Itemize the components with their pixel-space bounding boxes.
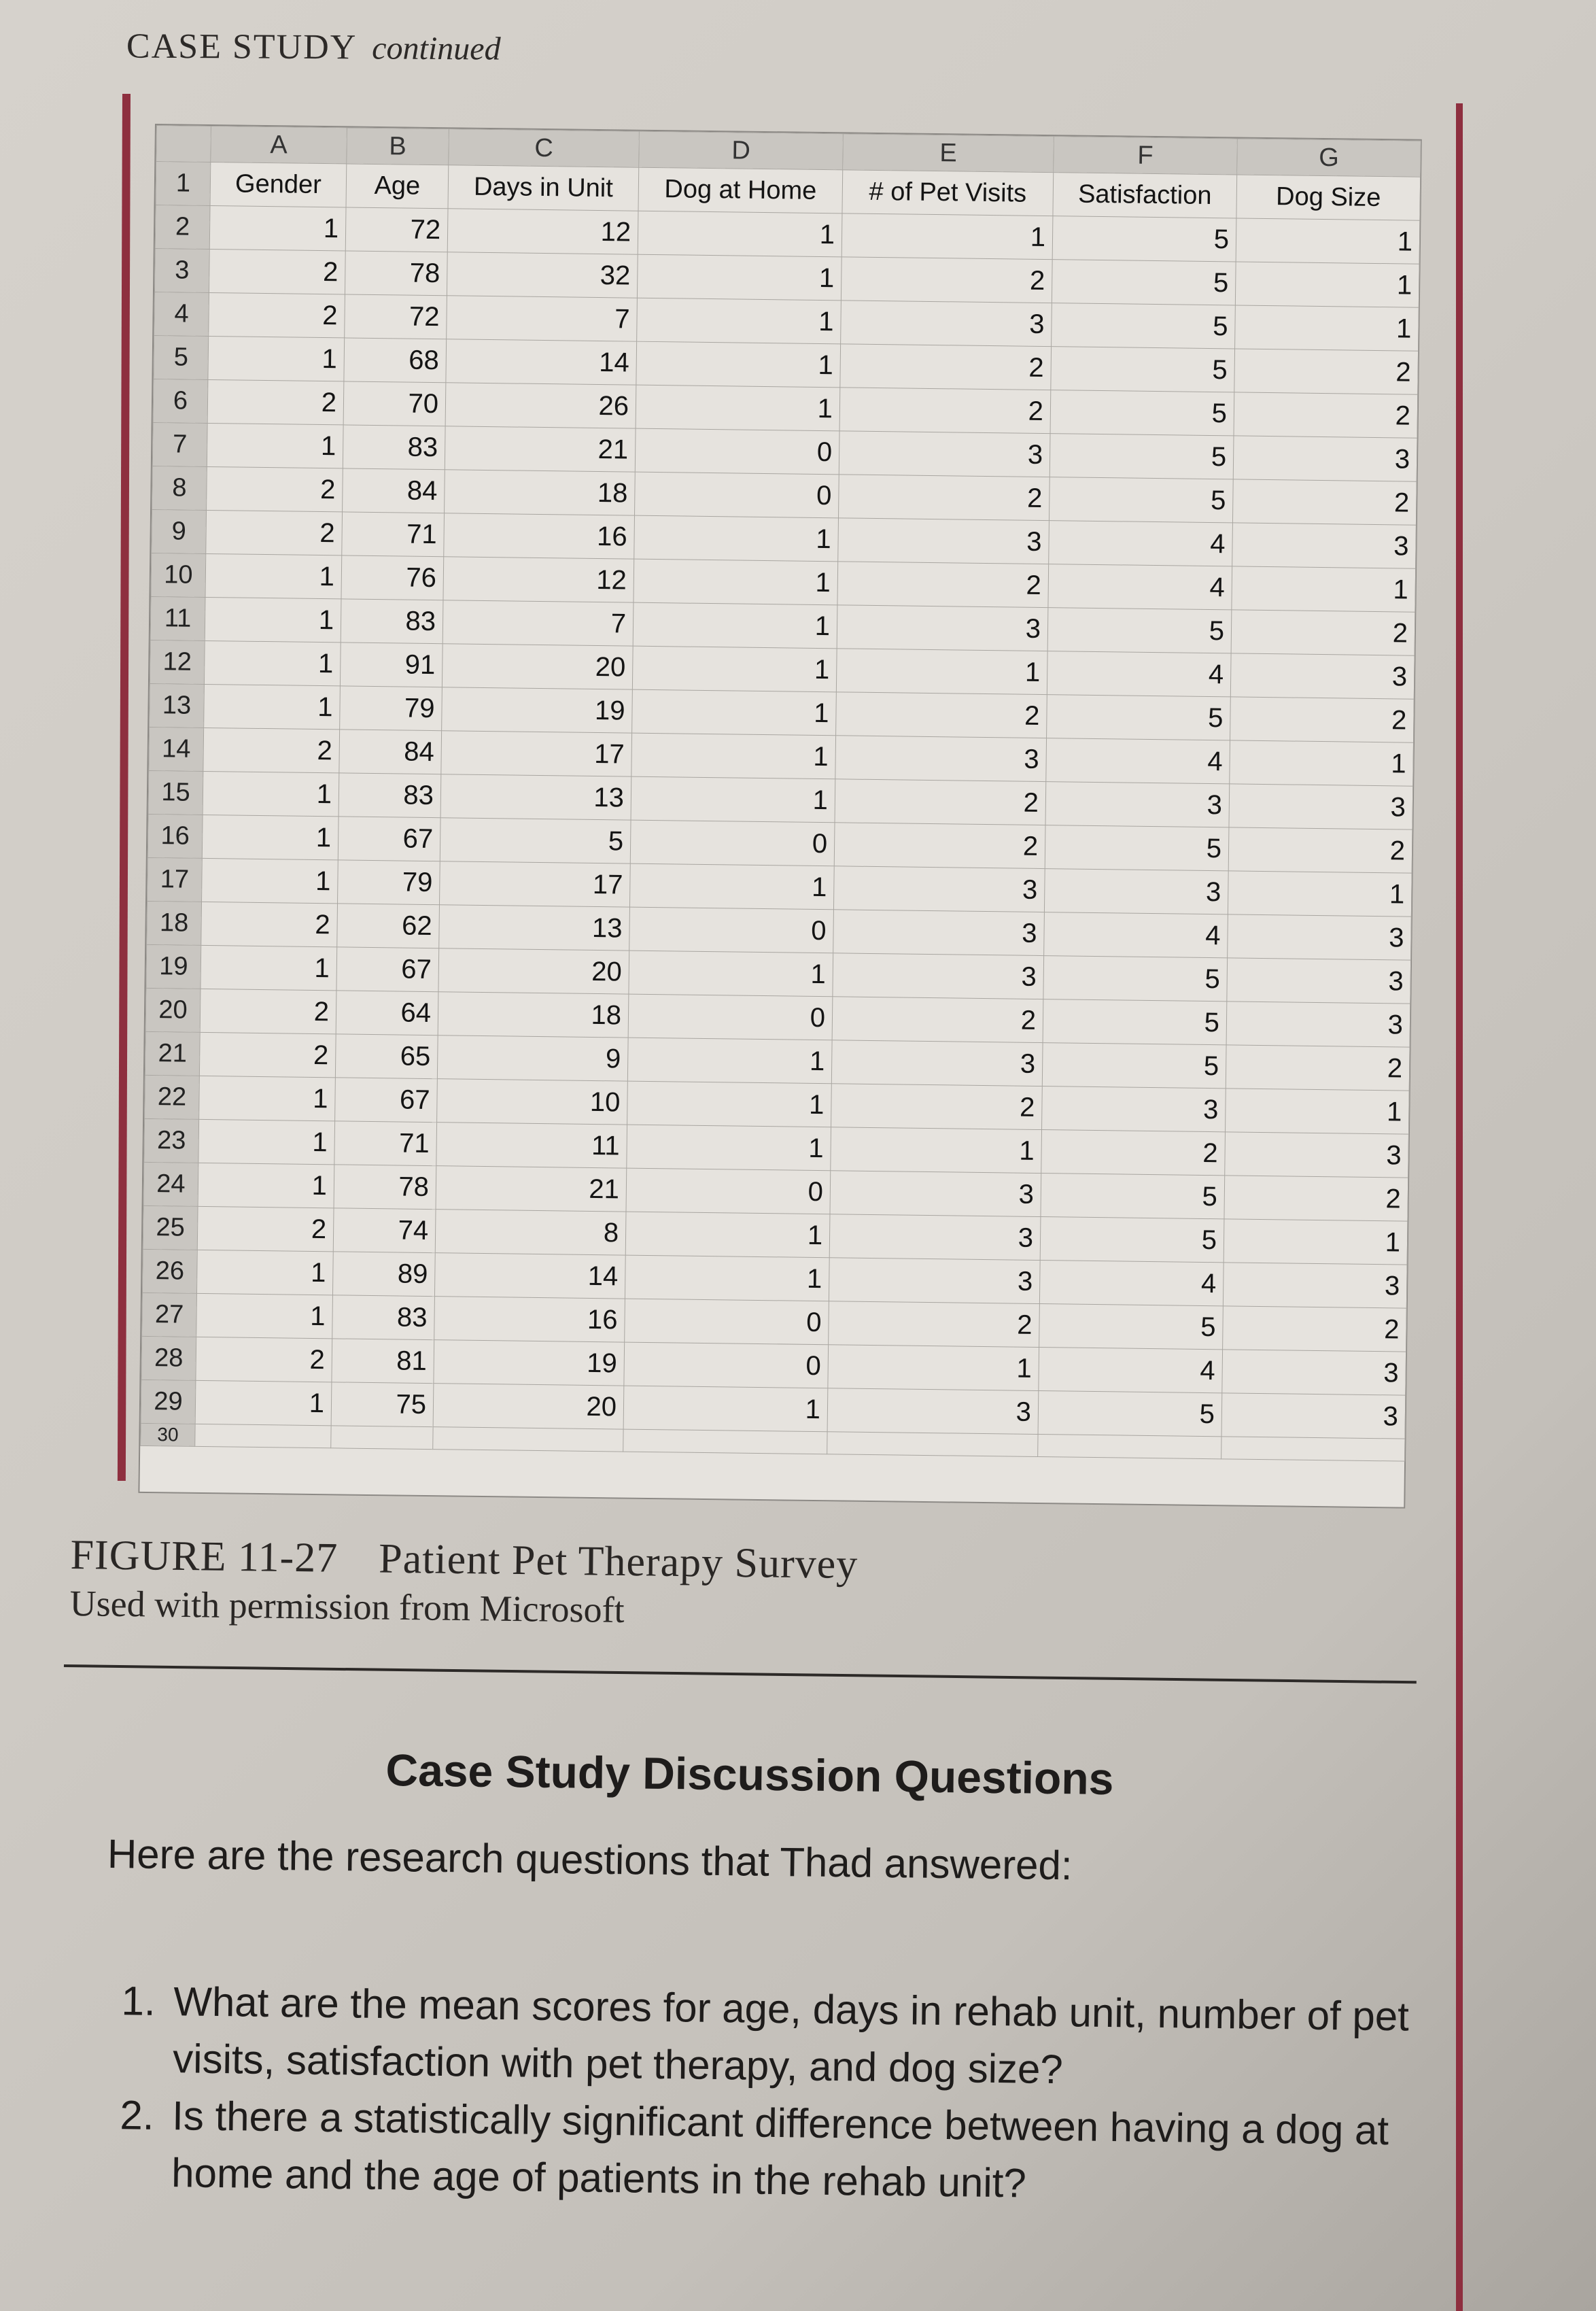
cell-age-label[interactable]: Age bbox=[346, 164, 449, 209]
cell-gender[interactable]: 1 bbox=[202, 858, 339, 903]
cell-satisfaction[interactable]: 5 bbox=[1045, 825, 1229, 871]
cell-dog-size[interactable]: 3 bbox=[1227, 958, 1411, 1004]
question-item: 1. What are the mean scores for age, days in rehab unit, number of pet visits, satisfaction with pet therapy, and dog size? bbox=[166, 1973, 1438, 2103]
cell-age[interactable]: 79 bbox=[340, 686, 443, 731]
cell-dog-at-home[interactable]: 1 bbox=[638, 211, 842, 257]
row-number[interactable]: 7 bbox=[152, 422, 207, 466]
cell-pet-visits[interactable]: 3 bbox=[835, 736, 1047, 782]
cell-satisfaction[interactable]: 4 bbox=[1039, 1261, 1224, 1306]
select-all-corner[interactable] bbox=[156, 126, 211, 162]
cell-dog-at-home[interactable]: 1 bbox=[631, 733, 836, 779]
row-number[interactable]: 27 bbox=[142, 1293, 197, 1337]
cell-pet-visits[interactable]: 3 bbox=[833, 910, 1045, 956]
cell-dog-size[interactable]: 1 bbox=[1228, 871, 1412, 917]
discussion-heading: Case Study Discussion Questions bbox=[385, 1744, 1114, 1804]
cell-pet-visits[interactable]: 3 bbox=[839, 431, 1050, 477]
cell-age[interactable]: 65 bbox=[335, 1034, 438, 1079]
cell-age[interactable]: 72 bbox=[345, 207, 448, 252]
cell-dog-at-home[interactable]: 1 bbox=[627, 1125, 831, 1171]
cell-gender[interactable]: 1 bbox=[198, 1163, 334, 1208]
column-header-b[interactable]: B bbox=[347, 128, 449, 165]
cell-gender[interactable]: 1 bbox=[209, 205, 346, 250]
cell-dog-size[interactable]: 3 bbox=[1221, 1393, 1406, 1439]
cell-age[interactable]: 84 bbox=[339, 730, 442, 774]
cell-dog-size[interactable]: 3 bbox=[1223, 1263, 1407, 1308]
cell-gender[interactable]: 1 bbox=[208, 336, 345, 381]
row-number[interactable]: 18 bbox=[147, 901, 202, 945]
cell-satisfaction[interactable]: 5 bbox=[1052, 260, 1236, 305]
cell-age[interactable]: 78 bbox=[345, 251, 447, 296]
cell-age[interactable]: 83 bbox=[332, 1295, 435, 1340]
cell-satisfaction[interactable]: 4 bbox=[1039, 1348, 1223, 1393]
cell-dog-size[interactable] bbox=[1221, 1437, 1405, 1461]
cell-days-in-unit[interactable]: 16 bbox=[444, 513, 635, 559]
cell-satisfaction[interactable]: 5 bbox=[1049, 477, 1233, 523]
cell-days-in-unit[interactable]: 20 bbox=[438, 948, 629, 994]
cell-dog-size[interactable]: 1 bbox=[1226, 1089, 1410, 1134]
cell-days-in-unit[interactable]: 13 bbox=[440, 774, 631, 820]
cell-pet-visits[interactable]: 3 bbox=[833, 866, 1045, 912]
cell-dog-size[interactable]: 3 bbox=[1226, 1002, 1410, 1047]
cell-pet-visits[interactable]: 2 bbox=[841, 257, 1052, 303]
question-item: 2. Is there a statistically significant difference between having a dog at home and the age of patients in the rehab unit? bbox=[164, 2087, 1437, 2217]
cell-days-in-unit[interactable]: 19 bbox=[442, 687, 633, 733]
discussion-section bbox=[103, 1741, 1441, 2217]
cell-satisfaction[interactable]: 4 bbox=[1048, 564, 1232, 610]
cell-satisfaction[interactable]: 3 bbox=[1044, 869, 1228, 914]
column-header-a[interactable]: A bbox=[211, 126, 347, 164]
cell-age[interactable]: 74 bbox=[333, 1208, 436, 1253]
cell-dog-size-label[interactable]: Dog Size bbox=[1236, 175, 1421, 220]
row-number[interactable]: 2 bbox=[155, 205, 210, 250]
cell-gender[interactable]: 2 bbox=[203, 727, 340, 772]
cell-dog-at-home[interactable]: 0 bbox=[624, 1342, 829, 1388]
cell-gender[interactable]: 2 bbox=[201, 902, 338, 946]
cell-age[interactable]: 79 bbox=[338, 860, 440, 905]
row-number[interactable]: 25 bbox=[143, 1205, 198, 1250]
cell-age[interactable]: 64 bbox=[336, 991, 438, 1035]
cell-age[interactable]: 71 bbox=[334, 1121, 437, 1166]
cell-days-in-unit[interactable]: 14 bbox=[434, 1253, 625, 1299]
cell-pet-visits[interactable]: 2 bbox=[831, 1084, 1043, 1130]
row-number[interactable]: 20 bbox=[145, 988, 201, 1032]
cell-dog-size[interactable]: 2 bbox=[1234, 349, 1419, 394]
cell-age[interactable]: 83 bbox=[343, 425, 445, 470]
cell-age[interactable]: 62 bbox=[337, 904, 440, 948]
cell-dog-size[interactable]: 1 bbox=[1232, 566, 1416, 612]
cell-gender[interactable]: 2 bbox=[197, 1206, 334, 1251]
cell-dog-at-home[interactable] bbox=[623, 1429, 827, 1454]
column-header-g[interactable]: G bbox=[1237, 139, 1421, 177]
spreadsheet-grid bbox=[140, 125, 1421, 1462]
cell-satisfaction[interactable]: 4 bbox=[1047, 651, 1231, 697]
cell-days-in-unit[interactable]: 16 bbox=[434, 1297, 625, 1342]
column-header-f[interactable]: F bbox=[1054, 137, 1238, 175]
row-number[interactable]: 26 bbox=[142, 1249, 197, 1293]
cell-gender[interactable]: 1 bbox=[198, 1119, 335, 1164]
cell-satisfaction[interactable]: 3 bbox=[1045, 782, 1230, 827]
cell-days-in-unit[interactable]: 12 bbox=[443, 557, 634, 602]
cell-gender[interactable]: 1 bbox=[205, 553, 342, 598]
cell-dog-at-home[interactable]: 1 bbox=[634, 515, 839, 562]
cell-days-in-unit[interactable]: 21 bbox=[436, 1166, 627, 1212]
cell-dog-at-home[interactable]: 1 bbox=[633, 602, 837, 649]
row-number[interactable]: 13 bbox=[150, 683, 205, 727]
cell-dog-at-home[interactable]: 0 bbox=[629, 907, 834, 953]
row-number[interactable]: 5 bbox=[154, 336, 209, 380]
cell-gender[interactable]: 1 bbox=[195, 1380, 332, 1425]
cell-age[interactable]: 71 bbox=[342, 512, 445, 557]
cell-dog-size[interactable]: 2 bbox=[1234, 392, 1418, 438]
cell-satisfaction[interactable]: 5 bbox=[1043, 956, 1228, 1002]
cell-dog-at-home-label[interactable]: Dog at Home bbox=[638, 167, 843, 213]
cell-gender[interactable]: 1 bbox=[202, 815, 339, 859]
cell-days-in-unit[interactable]: 26 bbox=[445, 383, 636, 428]
cell-age[interactable] bbox=[331, 1426, 433, 1450]
cell-pet-visits[interactable]: 3 bbox=[830, 1171, 1041, 1217]
cell-days-in-unit[interactable]: 7 bbox=[443, 600, 634, 646]
row-number[interactable]: 29 bbox=[141, 1380, 196, 1424]
figure-credit: Used with permission from Microsoft bbox=[69, 1582, 625, 1630]
row-number[interactable]: 10 bbox=[151, 553, 206, 597]
cell-pet-visits[interactable]: 2 bbox=[835, 779, 1046, 825]
row-number[interactable]: 12 bbox=[150, 640, 205, 684]
cell-days-in-unit[interactable]: 12 bbox=[447, 209, 638, 254]
cell-age[interactable]: 76 bbox=[341, 555, 444, 600]
cell-dog-size[interactable]: 2 bbox=[1231, 610, 1415, 655]
cell-satisfaction[interactable]: 5 bbox=[1041, 1174, 1225, 1219]
cell-satisfaction[interactable]: 5 bbox=[1043, 999, 1227, 1045]
row-number[interactable]: 15 bbox=[148, 770, 203, 815]
cell-pet-visits[interactable]: 3 bbox=[833, 953, 1044, 999]
cell-satisfaction[interactable]: 5 bbox=[1047, 608, 1232, 653]
cell-dog-size[interactable]: 1 bbox=[1235, 262, 1419, 307]
cell-pet-visits[interactable]: 2 bbox=[839, 388, 1051, 434]
cell-gender[interactable]: 1 bbox=[196, 1250, 333, 1295]
cell-dog-size[interactable]: 3 bbox=[1225, 1132, 1409, 1178]
cell-gender[interactable]: 2 bbox=[199, 1032, 336, 1077]
cell-satisfaction-label[interactable]: Satisfaction bbox=[1053, 173, 1237, 218]
row-number[interactable]: 8 bbox=[152, 466, 207, 510]
cell-dog-at-home[interactable]: 1 bbox=[631, 776, 835, 823]
cell-age[interactable]: 83 bbox=[341, 599, 443, 644]
row-number[interactable]: 22 bbox=[145, 1075, 200, 1119]
cell-gender[interactable]: 1 bbox=[196, 1293, 333, 1338]
cell-dog-size[interactable]: 1 bbox=[1236, 218, 1420, 264]
cell-dog-at-home[interactable]: 1 bbox=[636, 341, 841, 388]
row-number[interactable]: 24 bbox=[143, 1162, 198, 1206]
cell-satisfaction[interactable]: 4 bbox=[1044, 912, 1228, 958]
cell-satisfaction[interactable]: 5 bbox=[1038, 1391, 1222, 1437]
cell-pet-visits[interactable]: 2 bbox=[840, 344, 1052, 390]
cell-pet-visits[interactable]: 1 bbox=[828, 1345, 1039, 1391]
cell-satisfaction[interactable]: 5 bbox=[1042, 1043, 1226, 1089]
column-header-c[interactable]: C bbox=[449, 129, 640, 167]
cell-dog-size[interactable]: 2 bbox=[1226, 1045, 1410, 1091]
cell-age[interactable]: 67 bbox=[335, 1078, 438, 1123]
cell-dog-size[interactable]: 3 bbox=[1233, 436, 1417, 481]
cell-age[interactable]: 78 bbox=[334, 1165, 436, 1210]
cell-pet-visits[interactable]: 2 bbox=[838, 475, 1049, 521]
row-number[interactable]: 16 bbox=[148, 814, 203, 858]
cell-gender[interactable]: 1 bbox=[203, 771, 339, 816]
cell-satisfaction[interactable]: 2 bbox=[1041, 1130, 1226, 1176]
cell-satisfaction[interactable] bbox=[1038, 1435, 1221, 1459]
cell-gender[interactable]: 1 bbox=[199, 1076, 336, 1120]
cell-pet-visits[interactable]: 3 bbox=[837, 605, 1048, 651]
cell-pet-visits[interactable]: 3 bbox=[831, 1040, 1043, 1086]
cell-gender-label[interactable]: Gender bbox=[210, 162, 347, 207]
row-number[interactable]: 3 bbox=[154, 249, 209, 293]
cell-gender[interactable]: 2 bbox=[207, 466, 343, 511]
cell-dog-at-home[interactable]: 0 bbox=[628, 994, 833, 1040]
cell-days-in-unit-label[interactable]: Days in Unit bbox=[448, 165, 639, 211]
cell-days-in-unit[interactable]: 8 bbox=[435, 1210, 626, 1255]
cell-satisfaction[interactable]: 5 bbox=[1052, 303, 1236, 349]
cell-age[interactable]: 70 bbox=[343, 381, 446, 426]
row-number[interactable]: 19 bbox=[146, 944, 201, 989]
cell-satisfaction[interactable]: 5 bbox=[1040, 1217, 1224, 1263]
cell-satisfaction[interactable]: 5 bbox=[1049, 434, 1234, 479]
page-header bbox=[126, 27, 501, 69]
header-title: CASE STUDY bbox=[126, 27, 358, 67]
discussion-intro: Here are the research questions that Thad answered: bbox=[107, 1830, 1073, 1889]
cell-dog-size[interactable]: 1 bbox=[1235, 305, 1419, 351]
cell-dog-size[interactable]: 3 bbox=[1229, 784, 1413, 829]
cell-age[interactable]: 83 bbox=[339, 773, 441, 818]
cell-pet-visits[interactable]: 3 bbox=[829, 1258, 1040, 1304]
row-number[interactable]: 6 bbox=[153, 379, 208, 424]
row-number[interactable]: 9 bbox=[152, 509, 207, 553]
cell-gender[interactable]: 1 bbox=[205, 597, 341, 642]
cell-gender[interactable]: 2 bbox=[200, 989, 336, 1033]
cell-days-in-unit[interactable]: 9 bbox=[437, 1035, 628, 1081]
cell-dog-at-home[interactable]: 1 bbox=[625, 1212, 830, 1258]
cell-dog-at-home[interactable]: 0 bbox=[625, 1299, 829, 1345]
figure-label: FIGURE 11-27 bbox=[70, 1532, 339, 1581]
cell-satisfaction[interactable]: 5 bbox=[1039, 1304, 1224, 1350]
cell-days-in-unit[interactable]: 20 bbox=[442, 644, 633, 689]
cell-gender[interactable]: 2 bbox=[196, 1337, 332, 1382]
row-number[interactable]: 28 bbox=[141, 1336, 196, 1380]
cell-days-in-unit[interactable]: 21 bbox=[445, 426, 636, 472]
cell-dog-size[interactable]: 2 bbox=[1224, 1176, 1408, 1221]
cell-days-in-unit[interactable]: 11 bbox=[436, 1123, 627, 1168]
cell-gender[interactable]: 1 bbox=[207, 423, 343, 468]
cell-pet-visits[interactable]: 3 bbox=[827, 1388, 1039, 1435]
row-number[interactable]: 30 bbox=[141, 1423, 195, 1446]
section-divider bbox=[64, 1664, 1417, 1683]
cell-pet-visits[interactable]: 3 bbox=[838, 518, 1049, 564]
cell-dog-size[interactable]: 2 bbox=[1230, 697, 1415, 742]
cell-age[interactable]: 75 bbox=[331, 1382, 434, 1427]
cell-days-in-unit[interactable]: 5 bbox=[440, 818, 631, 863]
cell-days-in-unit[interactable]: 19 bbox=[434, 1340, 625, 1386]
cell-dog-at-home[interactable]: 0 bbox=[626, 1168, 831, 1214]
cell-dog-at-home[interactable]: 1 bbox=[637, 254, 842, 301]
cell-dog-size[interactable]: 3 bbox=[1222, 1350, 1406, 1395]
question-list bbox=[103, 1972, 1438, 2217]
column-header-e[interactable]: E bbox=[843, 134, 1054, 173]
cell-pet-visits[interactable]: 1 bbox=[831, 1127, 1042, 1174]
cell-pet-visits[interactable]: 2 bbox=[837, 562, 1049, 608]
cell-satisfaction[interactable]: 5 bbox=[1052, 216, 1236, 262]
spreadsheet-screenshot bbox=[138, 124, 1421, 1509]
cell-dog-size[interactable]: 1 bbox=[1230, 740, 1414, 786]
cell-gender[interactable]: 1 bbox=[204, 684, 341, 729]
cell-gender[interactable]: 2 bbox=[209, 292, 345, 337]
cell-dog-at-home[interactable]: 1 bbox=[629, 863, 834, 910]
cell-dog-size[interactable]: 1 bbox=[1224, 1219, 1408, 1265]
cell-dog-size[interactable]: 2 bbox=[1228, 827, 1412, 873]
cell-days-in-unit[interactable]: 17 bbox=[441, 731, 632, 776]
cell-dog-at-home[interactable]: 1 bbox=[629, 951, 833, 997]
cell-gender[interactable]: 1 bbox=[201, 945, 337, 990]
cell-dog-size[interactable]: 2 bbox=[1232, 479, 1417, 525]
cell-days-in-unit[interactable]: 20 bbox=[433, 1384, 624, 1429]
cell-age[interactable]: 81 bbox=[332, 1339, 434, 1384]
cell-days-in-unit[interactable]: 18 bbox=[445, 470, 636, 515]
cell-dog-at-home[interactable]: 1 bbox=[627, 1038, 832, 1084]
figure-caption bbox=[69, 1531, 858, 1634]
cell-days-in-unit[interactable]: 10 bbox=[437, 1079, 628, 1125]
cell-days-in-unit[interactable]: 32 bbox=[447, 252, 638, 298]
cell-days-in-unit[interactable]: 14 bbox=[446, 339, 637, 385]
cell-pet-visits[interactable]: 2 bbox=[832, 997, 1043, 1043]
cell-satisfaction[interactable]: 3 bbox=[1042, 1086, 1226, 1132]
cell-pet-visits[interactable]: 3 bbox=[829, 1214, 1041, 1261]
header-subtitle: continued bbox=[372, 30, 501, 67]
row-number[interactable]: 17 bbox=[148, 857, 203, 902]
row-number[interactable]: 1 bbox=[156, 162, 211, 206]
cell-dog-size[interactable]: 3 bbox=[1228, 914, 1412, 960]
cell-dog-at-home[interactable]: 1 bbox=[634, 559, 838, 605]
cell-dog-at-home[interactable]: 1 bbox=[625, 1255, 829, 1301]
cell-days-in-unit[interactable]: 13 bbox=[439, 905, 630, 951]
cell-dog-size[interactable]: 2 bbox=[1223, 1306, 1407, 1352]
cell-days-in-unit[interactable]: 17 bbox=[439, 861, 630, 907]
cell-dog-at-home[interactable]: 1 bbox=[636, 385, 840, 431]
cell-gender[interactable]: 2 bbox=[209, 249, 345, 294]
cell-satisfaction[interactable]: 5 bbox=[1050, 390, 1234, 436]
cell-age[interactable]: 91 bbox=[340, 643, 443, 687]
cell-pet-visits[interactable]: 1 bbox=[842, 213, 1053, 260]
cell-gender[interactable] bbox=[195, 1424, 331, 1448]
cell-dog-at-home[interactable]: 1 bbox=[623, 1386, 828, 1432]
cell-days-in-unit[interactable] bbox=[433, 1427, 623, 1452]
cell-gender[interactable]: 1 bbox=[204, 640, 341, 685]
cell-pet-visits[interactable] bbox=[827, 1432, 1038, 1457]
cell-dog-at-home[interactable]: 0 bbox=[630, 820, 835, 866]
cell-satisfaction[interactable]: 5 bbox=[1047, 695, 1231, 740]
cell-age[interactable]: 67 bbox=[336, 947, 439, 992]
row-number[interactable]: 11 bbox=[150, 596, 205, 640]
cell-dog-at-home[interactable]: 1 bbox=[627, 1081, 832, 1127]
cell-dog-at-home[interactable]: 1 bbox=[632, 646, 837, 692]
cell-dog-at-home[interactable]: 0 bbox=[635, 428, 839, 475]
cell-age[interactable]: 68 bbox=[344, 338, 447, 383]
row-number[interactable]: 4 bbox=[154, 292, 209, 337]
cell-dog-at-home[interactable]: 1 bbox=[632, 689, 837, 736]
left-accent-rule bbox=[118, 94, 131, 1481]
row-number[interactable]: 14 bbox=[149, 727, 204, 771]
cell-days-in-unit[interactable]: 18 bbox=[438, 992, 629, 1038]
figure-title: Patient Pet Therapy Survey bbox=[378, 1535, 858, 1588]
cell-satisfaction[interactable]: 5 bbox=[1051, 347, 1235, 392]
cell-pet-visits[interactable]: 1 bbox=[836, 649, 1047, 695]
cell-age[interactable]: 84 bbox=[343, 468, 445, 513]
cell-age[interactable]: 89 bbox=[332, 1252, 435, 1297]
cell-dog-at-home[interactable]: 0 bbox=[635, 472, 839, 518]
cell-dog-size[interactable]: 3 bbox=[1230, 653, 1415, 699]
cell-pet-visits[interactable]: 2 bbox=[829, 1301, 1040, 1348]
row-number[interactable]: 21 bbox=[145, 1031, 200, 1076]
right-accent-rule bbox=[1456, 103, 1463, 2311]
cell-pet-visits-label[interactable]: # of Pet Visits bbox=[842, 170, 1054, 216]
cell-satisfaction[interactable]: 4 bbox=[1046, 738, 1230, 784]
cell-days-in-unit[interactable]: 7 bbox=[447, 296, 638, 341]
cell-satisfaction[interactable]: 4 bbox=[1049, 521, 1233, 566]
cell-age[interactable]: 67 bbox=[338, 817, 440, 861]
cell-pet-visits[interactable]: 2 bbox=[834, 823, 1045, 869]
column-header-d[interactable]: D bbox=[639, 131, 844, 170]
cell-age[interactable]: 72 bbox=[345, 294, 447, 339]
cell-dog-at-home[interactable]: 1 bbox=[637, 298, 842, 344]
cell-gender[interactable]: 2 bbox=[206, 510, 343, 555]
cell-gender[interactable]: 2 bbox=[207, 379, 344, 424]
cell-pet-visits[interactable]: 2 bbox=[836, 692, 1047, 738]
cell-pet-visits[interactable]: 3 bbox=[841, 301, 1052, 347]
cell-dog-size[interactable]: 3 bbox=[1232, 523, 1417, 568]
row-number[interactable]: 23 bbox=[144, 1118, 199, 1163]
